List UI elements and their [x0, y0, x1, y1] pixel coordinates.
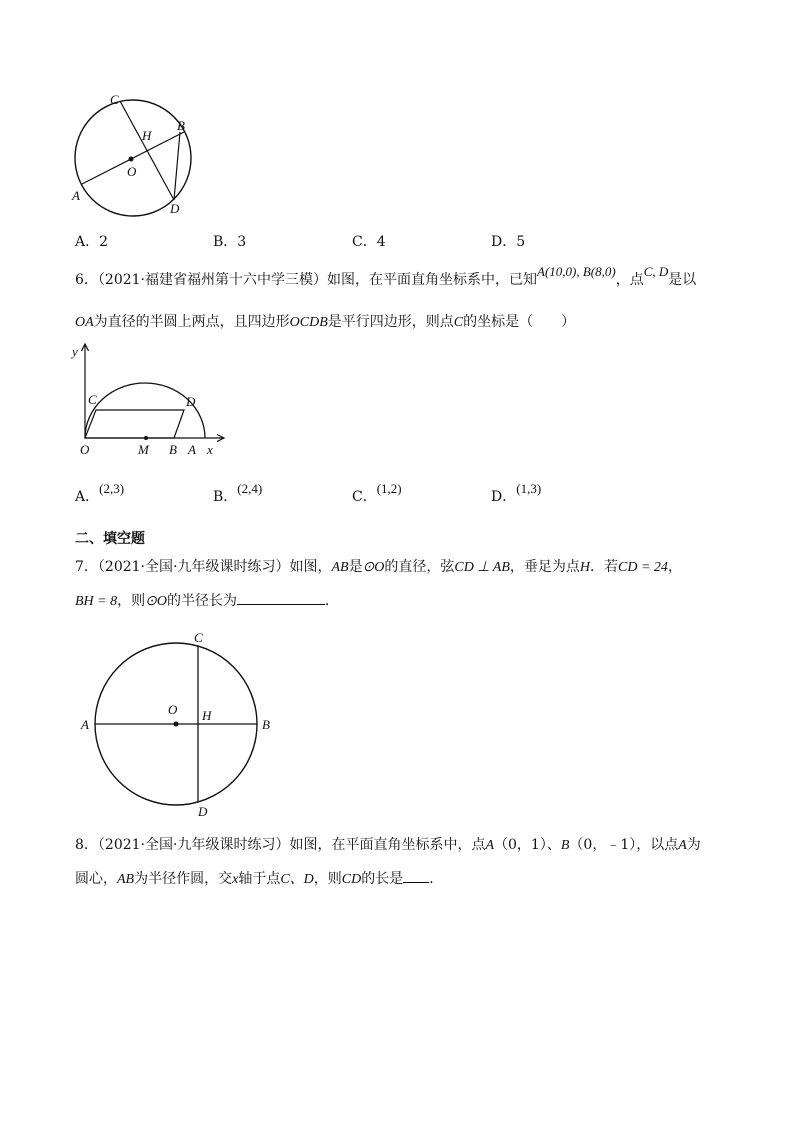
label-a: A: [81, 717, 89, 732]
q8-source: （2021·全国·九年级课时练习）: [97, 837, 290, 853]
q7-text: ．若: [590, 559, 619, 575]
q8-text: （0，1）、: [494, 837, 561, 853]
q7-text: ，则: [117, 593, 146, 609]
q7-text: 的直径，弦: [384, 559, 455, 575]
q6-ocdb: OCDB: [289, 315, 328, 330]
q5-option-b[interactable]: [213, 231, 246, 251]
label-c: C: [194, 630, 203, 645]
option-value: (2,3): [99, 481, 125, 496]
q8-text: 轴于点: [238, 871, 281, 887]
option-value: 5: [516, 234, 526, 250]
center-dot: [129, 157, 134, 162]
option-value: 4: [376, 234, 386, 250]
label-o: O: [80, 442, 90, 457]
q6-option-b[interactable]: [213, 481, 263, 506]
q6-option-d[interactable]: [491, 481, 542, 506]
q6-coordinate-figure: [64, 338, 234, 460]
label-h: H: [202, 708, 212, 723]
q6-text: 如图，在平面直角坐标系中，已知: [327, 272, 538, 288]
q7-text: ，: [667, 559, 682, 575]
option-letter: C．: [352, 234, 377, 250]
q8-cd: CD: [341, 872, 362, 887]
q7-circle-o: ⊙O: [362, 560, 385, 575]
q6-option-a[interactable]: [75, 481, 125, 506]
option-value: 3: [237, 234, 247, 250]
option-value: (1,2): [376, 481, 402, 496]
q7-h: H: [579, 560, 591, 575]
q8-ab: AB: [117, 872, 135, 887]
q7-text: 的半径长为: [166, 593, 237, 609]
q8-answer-blank[interactable]: [403, 868, 429, 883]
label-h: H: [142, 128, 152, 143]
parallelogram-ocdb: [85, 410, 184, 438]
q5-option-c[interactable]: [352, 231, 386, 251]
q8-a: A: [678, 838, 687, 853]
label-b: B: [177, 118, 185, 133]
q8-line1: [75, 835, 701, 856]
point-m: [144, 436, 148, 440]
q8-text: ．: [429, 871, 444, 887]
q7-bh-eq: BH = 8: [75, 594, 118, 609]
q7-ab: AB: [331, 560, 349, 575]
option-letter: B．: [213, 234, 238, 250]
option-letter: D．: [491, 489, 517, 505]
label-a: A: [188, 442, 196, 457]
q7-cd-eq: CD = 24: [618, 560, 668, 575]
q6-points-cd: C, D: [643, 264, 669, 279]
q8-number: 8．: [75, 837, 98, 853]
q7-text: 如图，: [289, 559, 332, 575]
q6-oa: OA: [75, 315, 94, 330]
label-o: O: [168, 702, 178, 717]
q6-line2: [75, 312, 575, 333]
q7-source: （2021·全国·九年级课时练习）: [97, 559, 290, 575]
label-b: B: [262, 717, 270, 732]
option-letter: D．: [491, 234, 517, 250]
q6-text: 是平行四边形，则点: [327, 314, 454, 330]
q8-text: ，则: [313, 871, 342, 887]
q6-number: 6．: [75, 272, 98, 288]
q8-b: B: [560, 838, 570, 853]
q7-text: ，垂足为点: [509, 559, 580, 575]
q6-text: ，点: [615, 272, 644, 288]
q8-text: 为: [686, 837, 701, 853]
q7-cd-perp-ab: CD ⊥ AB: [454, 560, 510, 575]
q8-text: 圆心，: [75, 871, 117, 887]
q7-text: ．: [324, 593, 339, 609]
q5-circle-figure: [60, 88, 210, 218]
option-letter: C．: [352, 489, 377, 505]
q8-text: 为半径作圆，交: [134, 871, 233, 887]
center-dot: [174, 722, 179, 727]
label-c: C: [110, 92, 119, 107]
q6-option-c[interactable]: [352, 481, 402, 506]
label-m: M: [138, 442, 149, 457]
q8-cd: C、D: [280, 872, 314, 887]
option-letter: B．: [213, 489, 238, 505]
q8-x: x: [232, 872, 239, 887]
label-c: C: [88, 392, 97, 407]
q6-text: 是以: [668, 272, 697, 288]
label-y: y: [72, 344, 78, 359]
option-value: 2: [99, 234, 109, 250]
q5-option-a[interactable]: [75, 231, 108, 251]
label-x: x: [207, 442, 213, 457]
option-value: (1,3): [516, 481, 542, 496]
q7-line2: [75, 590, 339, 612]
q7-circle-o: ⊙O: [145, 594, 167, 609]
label-b: B: [169, 442, 177, 457]
q7-line1: [75, 557, 682, 578]
label-d: D: [186, 394, 196, 409]
q6-line1: [75, 264, 697, 290]
q6-text: 为直径的半圆上两点，且四边形: [93, 314, 290, 330]
label-a: A: [72, 188, 80, 203]
chord-cd: [120, 101, 174, 200]
q8-text: 的长是: [361, 871, 404, 887]
q6-c: C: [453, 315, 464, 330]
section-title: 二、填空题: [75, 531, 145, 547]
label-d: D: [198, 804, 208, 819]
q6-source: （2021·福建省福州第十六中学三模）: [97, 272, 328, 288]
q5-option-d[interactable]: [491, 231, 525, 251]
option-letter: A．: [75, 489, 100, 505]
q6-text: 的坐标是（ ）: [463, 314, 576, 330]
label-o: O: [127, 164, 137, 179]
label-d: D: [170, 201, 180, 216]
option-value: (2,4): [237, 481, 263, 496]
q7-answer-blank[interactable]: [237, 590, 325, 605]
q7-circle-figure: [72, 626, 282, 822]
q8-text: 如图，在平面直角坐标系中，点: [289, 837, 486, 853]
q8-a: A: [485, 838, 495, 853]
q7-text: 是: [348, 559, 363, 575]
option-letter: A．: [75, 234, 100, 250]
q8-line2: [75, 868, 443, 890]
q7-number: 7．: [75, 559, 98, 575]
chord-bd: [174, 132, 180, 200]
q8-text: （0，﹣1），以点: [569, 837, 679, 853]
q6-given-points: A(10,0), B(8,0): [537, 264, 616, 279]
